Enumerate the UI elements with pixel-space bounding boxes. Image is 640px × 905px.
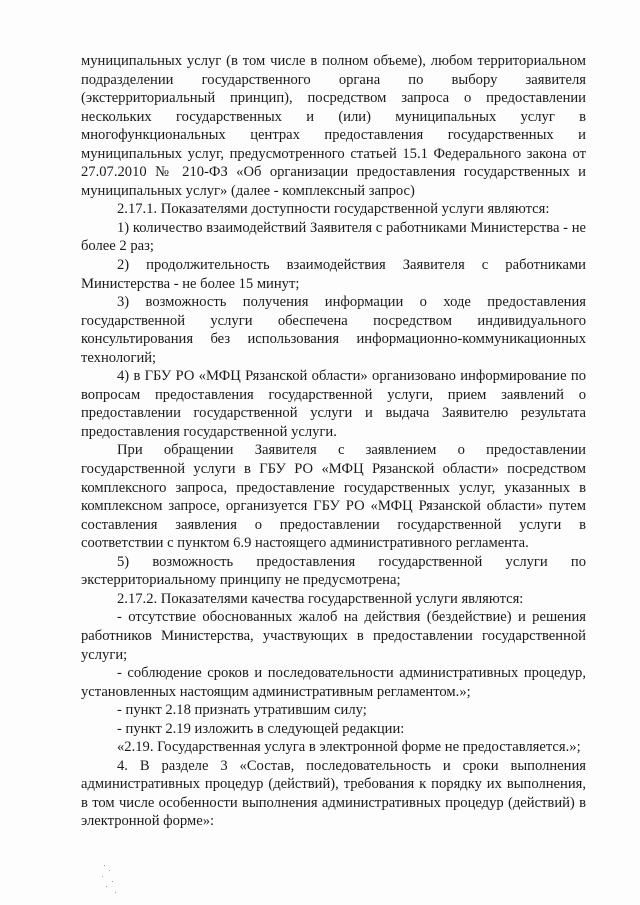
paragraph-2-18: - пункт 2.18 признать утратившим силу; [117, 702, 367, 719]
paragraph-mfc-request: При обращении Заявителя с заявлением о предоставлении государственной услуги в ГБУ РО «МФЦ Рязанской области» посредством комплексного запроса, предоставление государственных услуг, указанных в комплексном запросе, организуется ГБУ РО «МФЦ Рязанской области» путем составления заявления о предоставлении государственной услуги в соответствии с пунктом 6.9 настоящего административного регламента. [81, 442, 586, 552]
paragraph-item-4: 4) в ГБУ РО «МФЦ Рязанской области» организовано информирование по вопросам предоставления государственной услуги, прием заявлений о предоставлении государственной услуги и выдача Заявителю результата предоставления государственной услуги. [81, 368, 586, 440]
paragraph-2-17-2: 2.17.2. Показателями качества государственной услуги являются: [117, 590, 524, 607]
paragraph-item-2: 2) продолжительность взаимодействия Заявителя с работниками Министерства - не более 15 минут; [81, 257, 586, 292]
document-body [81, 52, 586, 831]
paragraph-item-1: 1) количество взаимодействий Заявителя с работниками Министерства - не более 2 раз; [81, 219, 586, 255]
scan-noise [100, 862, 140, 902]
paragraph-2-19-text: «2.19. Государственная услуга в электронной форме не предоставляется.»; [117, 739, 581, 756]
paragraph-2-19: - пункт 2.19 изложить в следующей редакции: [117, 720, 405, 737]
paragraph-item-5: 5) возможность предоставления государственной услуги по экстерриториальному принципу не предусмотрена; [81, 553, 586, 589]
paragraph-deadlines: - соблюдение сроков и последовательности административных процедур, установленных настоящим административным регламентом.»; [81, 665, 586, 700]
paragraph-item-3: 3) возможность получения информации о ходе предоставления государственной услуги обеспечена посредством индивидуального консультирования без использования информационно-коммуникационных технологий; [81, 294, 586, 366]
paragraph-complex-request: муниципальных услуг (в том числе в полном объеме), любом территориальном подразделении государственного органа по выбору заявителя (экстерриториальный принцип), посредством запроса о предоставлении нескольких государственных и (или) муниципальных услуг в многофункциональных центрах предоставления государственных и муниципальных услуг, предусмотренного статьей 15.1 Федерального закона от 27.07.2010 № 210-ФЗ «Об организации предоставления государственных и муниципальных услуг» (далее - комплексный запрос) [81, 53, 586, 199]
paragraph-2-17-1: 2.17.1. Показателями доступности государственной услуги являются: [117, 201, 550, 218]
paragraph-no-complaints: - отсутствие обоснованных жалоб на действия (бездействие) и решения работников Министерства, участвующих в предоставлении государственной услуги; [81, 609, 586, 663]
paragraph-section-3: 4. В разделе 3 «Состав, последовательность и сроки выполнения административных процедур (действий), требования к порядку их выполнения, в том числе особенности выполнения административных процедур (действий) в электронной форме»: [81, 757, 586, 830]
